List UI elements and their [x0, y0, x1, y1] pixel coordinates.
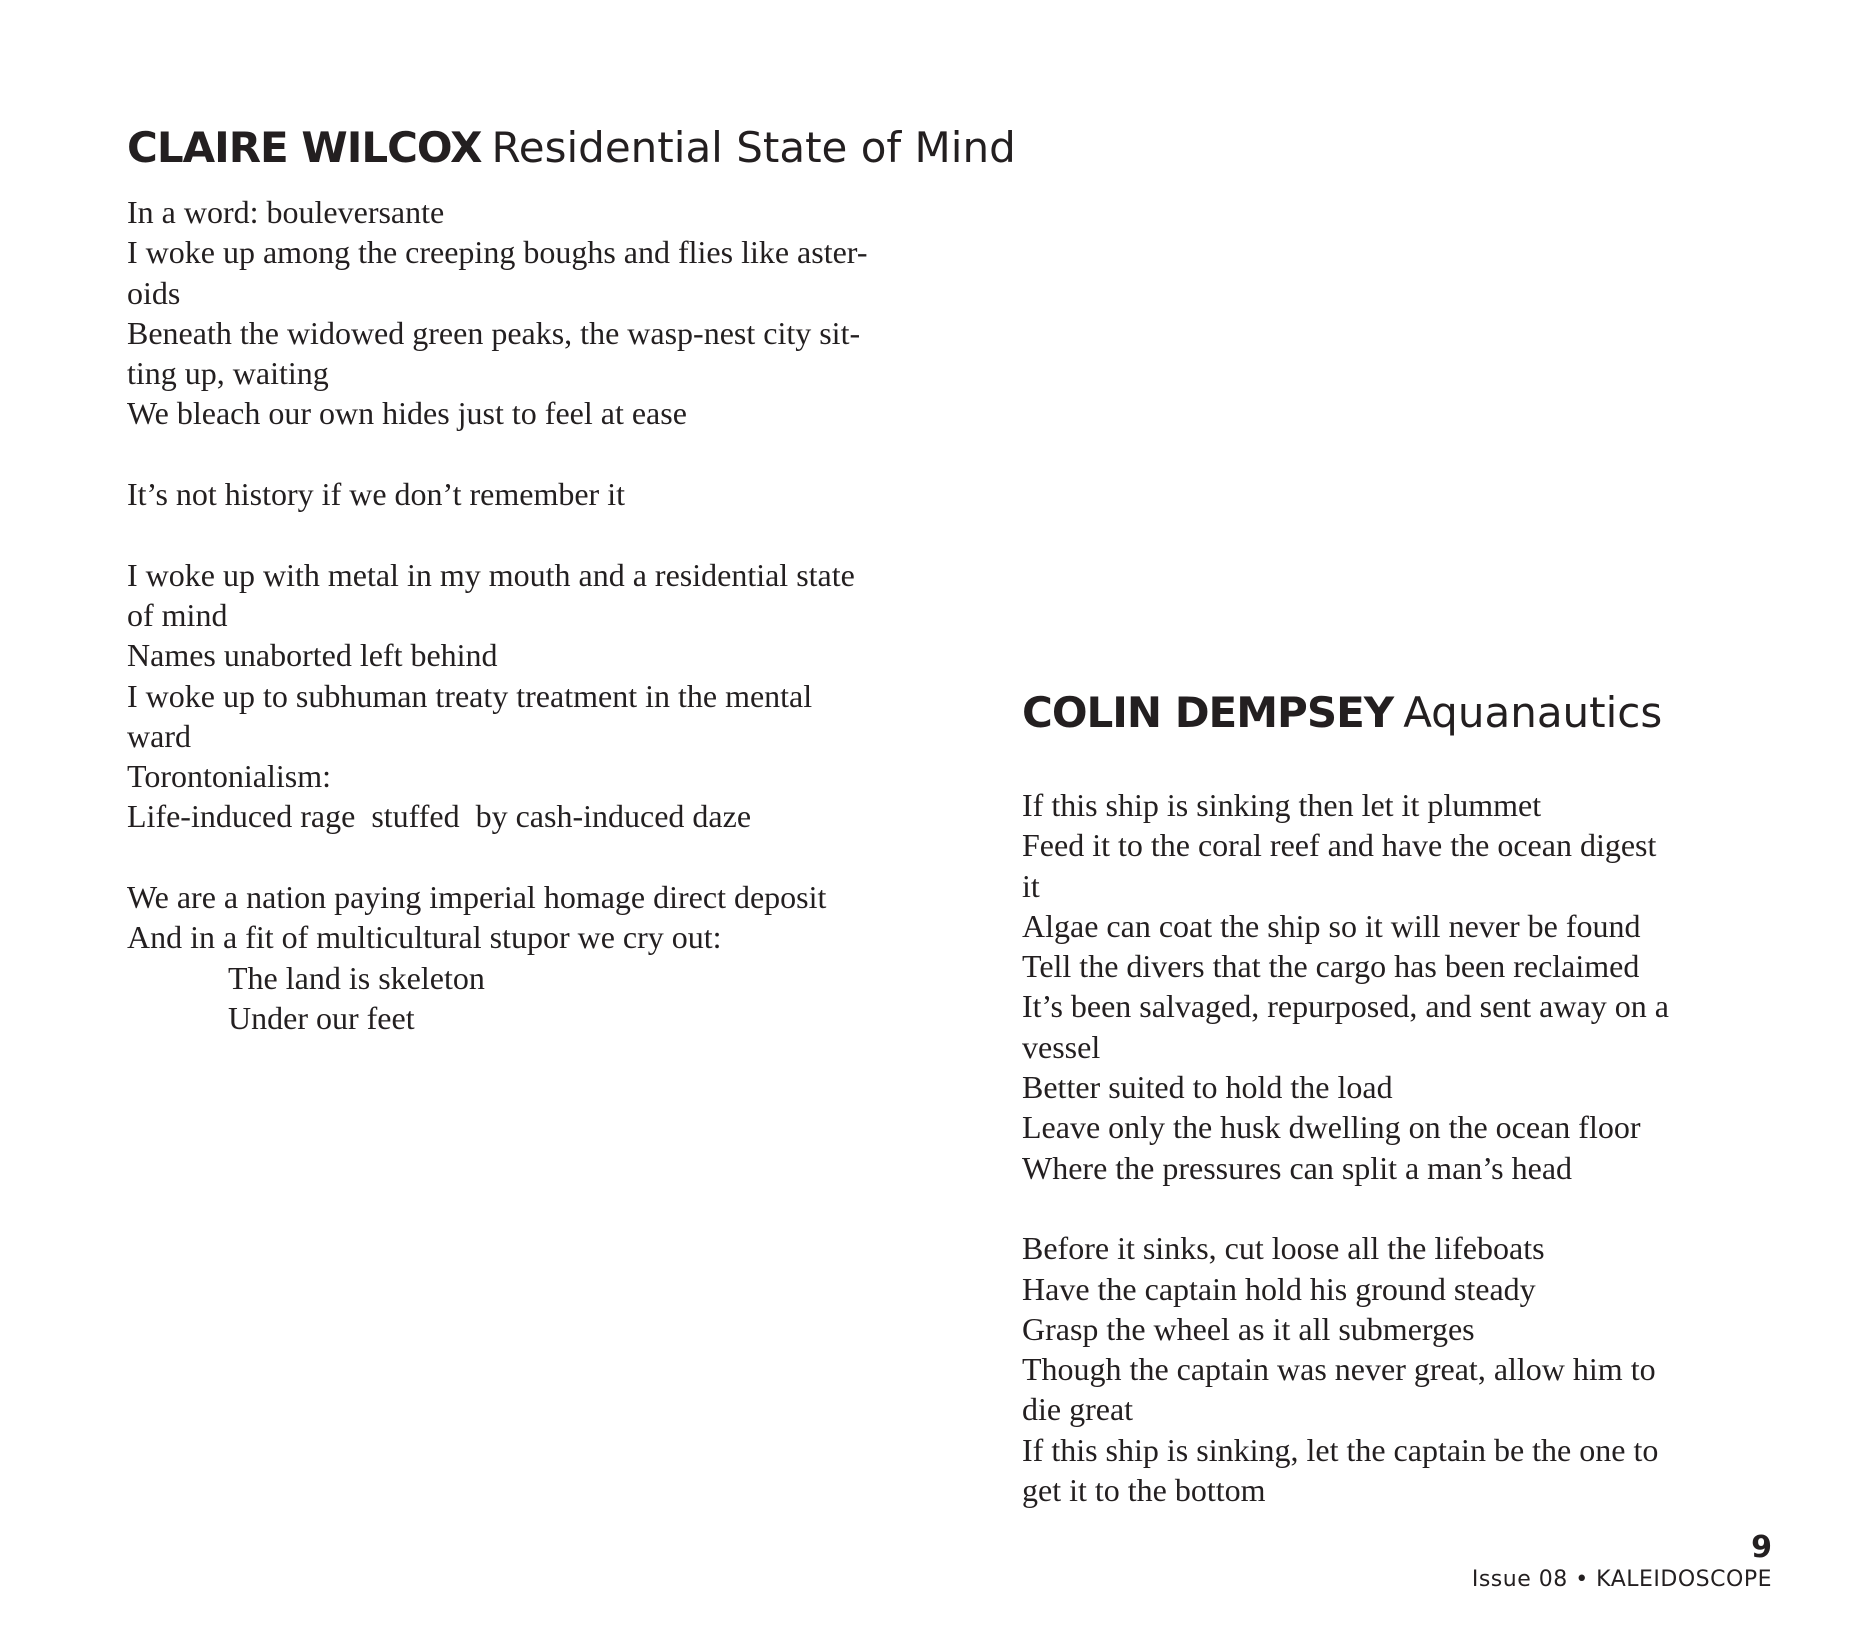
poem-line: vessel: [1022, 1028, 1101, 1065]
poem-line: Algae can coat the ship so it will never be found: [1022, 907, 1641, 944]
poem-line: Though the captain was never great, allow him to: [1022, 1351, 1656, 1388]
poem-line: Life-induced rage stuffed by cash-induced daze: [127, 798, 752, 835]
issue-label: Issue 08 • KALEIDOSCOPE: [1471, 1567, 1772, 1592]
poem-body: [127, 192, 987, 1038]
poem-line: Grasp the wheel as it all submerges: [1022, 1310, 1475, 1347]
page-number: 9: [1751, 1530, 1772, 1565]
poem-line: Better suited to hold the load: [1022, 1069, 1393, 1106]
poem-line: If this ship is sinking, let the captain be the one to: [1022, 1431, 1659, 1468]
poem-line: get it to the bottom: [1022, 1472, 1266, 1509]
poem-line: Where the pressures can split a man’s head: [1022, 1149, 1573, 1186]
poem-aquanautics: [1022, 685, 1742, 1510]
poem-line: We are a nation paying imperial homage direct deposit: [127, 879, 827, 916]
poem-line: I woke up among the creeping boughs and flies like aster-: [127, 234, 868, 271]
stanza-break: [127, 837, 987, 877]
poem-line: We bleach our own hides just to feel at ease: [127, 395, 687, 432]
poem-line: I woke up to subhuman treaty treatment in the mental: [127, 677, 813, 714]
page-footer: [1472, 1530, 1772, 1594]
poem-heading: [1022, 685, 1742, 741]
poem-line: In a word: bouleversante: [127, 194, 445, 230]
poem-line: it: [1022, 867, 1040, 904]
poem-line: Leave only the husk dwelling on the ocean floor: [1022, 1109, 1641, 1146]
stanza-break: [1022, 1188, 1742, 1228]
poem-line: Feed it to the coral reef and have the ocean digest: [1022, 827, 1657, 864]
poem-line: Have the captain hold his ground steady: [1022, 1270, 1536, 1307]
poem-heading: [127, 120, 1016, 176]
poem-line: Torontonialism:: [127, 758, 331, 795]
poem-line: And in a fit of multicultural stupor we cry out:: [127, 919, 722, 956]
stanza-break: [127, 434, 987, 474]
poem-line: ward: [127, 717, 191, 754]
poem-line: It’s been salvaged, repurposed, and sent away on a: [1022, 988, 1669, 1025]
poem-author: COLIN DEMPSEY: [1022, 688, 1394, 737]
poem-line: die great: [1022, 1391, 1134, 1428]
poem-body: [1022, 785, 1742, 1510]
poem-line: Beneath the widowed green peaks, the wasp-nest city sit-: [127, 314, 861, 351]
poem-line: Under our feet: [228, 999, 415, 1036]
poem-residential-state-of-mind: [127, 120, 1016, 1038]
poem-line: Before it sinks, cut loose all the lifeboats: [1022, 1230, 1545, 1267]
poem-title: Aquanautics: [1403, 688, 1663, 737]
stanza-break: [127, 514, 987, 554]
poem-line: If this ship is sinking then let it plummet: [1022, 787, 1542, 823]
poem-line: The land is skeleton: [228, 959, 485, 996]
poem-title: Residential State of Mind: [491, 123, 1016, 172]
poem-line: of mind: [127, 596, 228, 633]
poem-author: CLAIRE WILCOX: [127, 123, 482, 172]
poem-line: Names unaborted left behind: [127, 637, 498, 674]
poem-line: Tell the divers that the cargo has been reclaimed: [1022, 948, 1640, 985]
poem-line: oids: [127, 274, 181, 311]
poem-line: It’s not history if we don’t remember it: [127, 476, 625, 513]
poem-line: I woke up with metal in my mouth and a residential state: [127, 556, 855, 593]
poem-line: ting up, waiting: [127, 355, 329, 392]
